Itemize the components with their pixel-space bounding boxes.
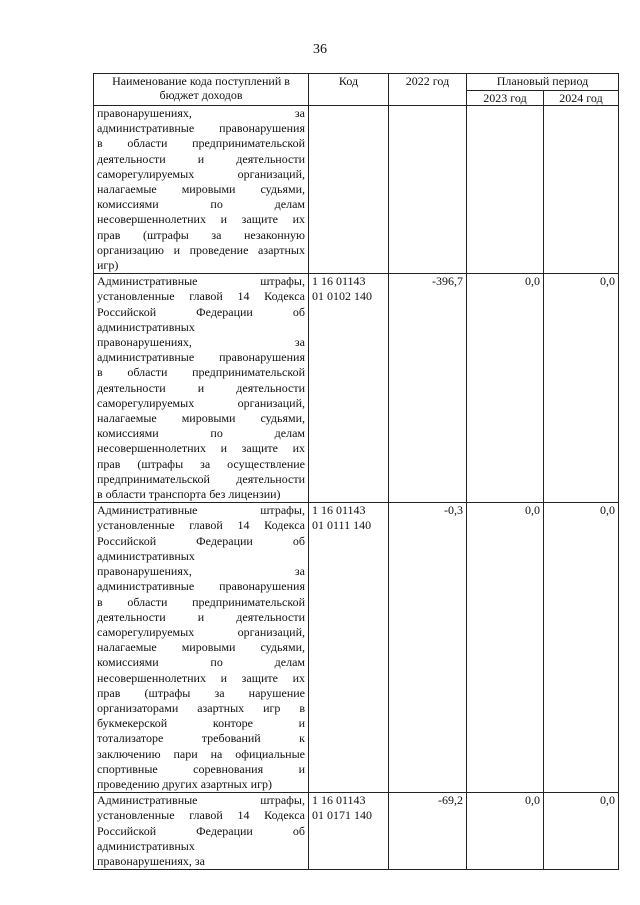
row-name-line: правонарушениях, за [97, 853, 205, 868]
row-name-cell [94, 274, 309, 503]
row-value-2022: -396,7 [389, 274, 467, 503]
row-code-cell [309, 106, 389, 274]
row-name-line: Административные штрафы, [97, 274, 305, 289]
row-name-line: прав (штрафы за нарушение [97, 685, 305, 700]
row-name-line: комиссиями по делам [97, 655, 305, 670]
page-number: 36 [313, 42, 327, 57]
row-value-2024: 0,0 [544, 503, 619, 793]
row-name-line: предпринимательской деятельности [97, 471, 305, 486]
row-name-line: административные правонарушения [97, 350, 305, 365]
row-name-line: комиссиями по делам [97, 197, 305, 212]
row-name-line: Административные штрафы, [97, 793, 305, 808]
row-name-line: тотализаторе требований к [97, 731, 305, 746]
row-name-line: саморегулируемых организаций, [97, 624, 305, 639]
row-value-2023: 0,0 [467, 274, 544, 503]
table-row [94, 274, 619, 503]
header-code: Код [309, 74, 389, 106]
row-name-line: спортивные соревнования и [97, 761, 305, 776]
row-name-line: деятельности и деятельности [97, 609, 305, 624]
row-name-line: комиссиями по делам [97, 426, 305, 441]
row-name-line: заключению пари на официальные [97, 746, 305, 761]
row-value-2023: 0,0 [467, 503, 544, 793]
row-value-2022 [389, 106, 467, 274]
row-name-line: административных [97, 319, 195, 334]
row-name-line: Российской Федерации об [97, 533, 305, 548]
revenue-table [93, 73, 619, 870]
row-value-2024: 0,0 [544, 793, 619, 870]
row-name-line: организацию и проведение азартных [97, 242, 305, 257]
row-name-line: правонарушениях, за [97, 106, 305, 120]
row-code-cell: 1 16 01143 01 0171 140 [309, 793, 389, 870]
row-name-line: прав (штрафы за незаконную [97, 227, 305, 242]
row-name-cell [94, 503, 309, 793]
table-row [94, 793, 619, 870]
header-year-2023: 2023 год [467, 91, 544, 106]
row-name-line: правонарушениях, за [97, 564, 305, 579]
row-value-2023: 0,0 [467, 793, 544, 870]
row-code-cell: 1 16 01143 01 0102 140 [309, 274, 389, 503]
row-name-cell [94, 106, 309, 274]
header-year-2022: 2022 год [389, 74, 467, 106]
row-name-line: установленные главой 14 Кодекса [97, 289, 305, 304]
row-value-2024 [544, 106, 619, 274]
table-body [94, 106, 619, 870]
header-name: Наименование кода поступлений в бюджет доходов [94, 74, 309, 106]
row-name-line: налагаемые мировыми судьями, [97, 411, 305, 426]
row-name-line: деятельности и деятельности [97, 380, 305, 395]
row-name-line: деятельности и деятельности [97, 151, 305, 166]
table-row [94, 106, 619, 274]
row-name-line: в области предпринимательской [97, 136, 305, 151]
row-name-line: административные правонарушения [97, 579, 305, 594]
row-name-line: в области предпринимательской [97, 365, 305, 380]
row-name-line: Российской Федерации об [97, 823, 305, 838]
row-value-2022: -69,2 [389, 793, 467, 870]
row-name-line: организаторами азартных игр в [97, 700, 305, 715]
row-name-line: саморегулируемых организаций, [97, 395, 305, 410]
row-name-cell [94, 793, 309, 870]
row-value-2022: -0,3 [389, 503, 467, 793]
row-value-2023 [467, 106, 544, 274]
row-name-line: Административные штрафы, [97, 503, 305, 518]
row-name-line: в области транспорта без лицензии) [97, 487, 281, 502]
row-name-line: прав (штрафы за осуществление [97, 456, 305, 471]
row-code-cell: 1 16 01143 01 0111 140 [309, 503, 389, 793]
row-name-line: саморегулируемых организаций, [97, 166, 305, 181]
table-row [94, 503, 619, 793]
row-name-line: несовершеннолетних и защите их [97, 670, 305, 685]
row-name-line: Российской Федерации об [97, 304, 305, 319]
row-name-line: установленные главой 14 Кодекса [97, 518, 305, 533]
header-year-2024: 2024 год [544, 91, 619, 106]
row-name-line: административных [97, 548, 195, 563]
row-name-line: административные правонарушения [97, 121, 305, 136]
row-name-line: несовершеннолетних и защите их [97, 212, 305, 227]
row-name-line: в области предпринимательской [97, 594, 305, 609]
row-name-line: административных [97, 838, 195, 853]
row-name-line: букмекерской конторе и [97, 716, 305, 731]
row-name-line: налагаемые мировыми судьями, [97, 640, 305, 655]
row-name-line: проведению других азартных игр) [97, 776, 273, 791]
row-name-line: налагаемые мировыми судьями, [97, 182, 305, 197]
row-name-line: правонарушениях, за [97, 335, 305, 350]
row-name-line: игр) [97, 258, 119, 273]
row-name-line: несовершеннолетних и защите их [97, 441, 305, 456]
row-name-line: установленные главой 14 Кодекса [97, 808, 305, 823]
table-header [94, 74, 619, 106]
row-value-2024: 0,0 [544, 274, 619, 503]
header-plan-period: Плановый период [467, 74, 619, 91]
